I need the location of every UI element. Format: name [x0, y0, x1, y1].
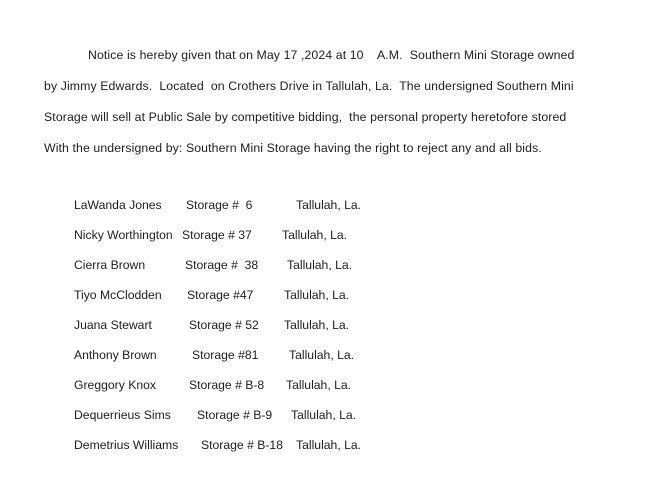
- list-item: [44, 348, 609, 378]
- storage-unit: Storage #47: [187, 288, 254, 302]
- tenant-name: Tiyo McClodden: [74, 288, 162, 302]
- notice-line: Notice is hereby given that on May 17 ,2024 at 10 A.M. Southern Mini Storage owned: [88, 48, 575, 62]
- tenant-city: Tallulah, La.: [282, 228, 348, 242]
- tenant-name: Greggory Knox: [74, 378, 156, 392]
- notice-line: by Jimmy Edwards. Located on Crothers Drive in Tallulah, La. The undersigned Southern Mini: [44, 79, 574, 93]
- notice-line: With the undersigned by: Southern Mini Storage having the right to reject any and all bids.: [44, 141, 542, 155]
- storage-unit: Storage # B-8: [189, 378, 265, 392]
- tenant-name: Dequerrieus Sims: [74, 408, 171, 422]
- tenant-city: Tallulah, La.: [289, 348, 355, 362]
- storage-unit: Storage # B-18: [201, 438, 283, 452]
- tenant-name: Nicky Worthington: [74, 228, 173, 242]
- storage-unit: Storage #81: [192, 348, 259, 362]
- list-item: [44, 198, 609, 228]
- notice-paragraph: [44, 40, 609, 164]
- tenant-name: Demetrius Williams: [74, 438, 179, 452]
- storage-unit-listing: [44, 198, 609, 468]
- storage-unit: Storage # 37: [182, 228, 252, 242]
- tenant-name: LaWanda Jones: [74, 198, 162, 212]
- tenant-name: Cierra Brown: [74, 258, 146, 272]
- list-item: [44, 378, 609, 408]
- list-item: [44, 258, 609, 288]
- tenant-city: Tallulah, La.: [291, 408, 357, 422]
- notice-line: Storage will sell at Public Sale by competitive bidding, the personal property heretofore stored: [44, 110, 567, 124]
- list-item: [44, 228, 609, 258]
- tenant-city: Tallulah, La.: [284, 288, 350, 302]
- storage-unit: Storage # 38: [185, 258, 259, 272]
- list-item: [44, 408, 609, 438]
- list-item: [44, 318, 609, 348]
- storage-unit: Storage # 6: [186, 198, 253, 212]
- tenant-city: Tallulah, La.: [287, 258, 353, 272]
- tenant-city: Tallulah, La.: [296, 198, 362, 212]
- tenant-city: Tallulah, La.: [286, 378, 352, 392]
- list-item: [44, 288, 609, 318]
- tenant-city: Tallulah, La.: [296, 438, 362, 452]
- storage-unit: Storage # B-9: [197, 408, 273, 422]
- tenant-name: Anthony Brown: [74, 348, 157, 362]
- tenant-name: Juana Stewart: [74, 318, 152, 332]
- tenant-city: Tallulah, La.: [284, 318, 350, 332]
- list-item: [44, 438, 609, 468]
- storage-unit: Storage # 52: [189, 318, 259, 332]
